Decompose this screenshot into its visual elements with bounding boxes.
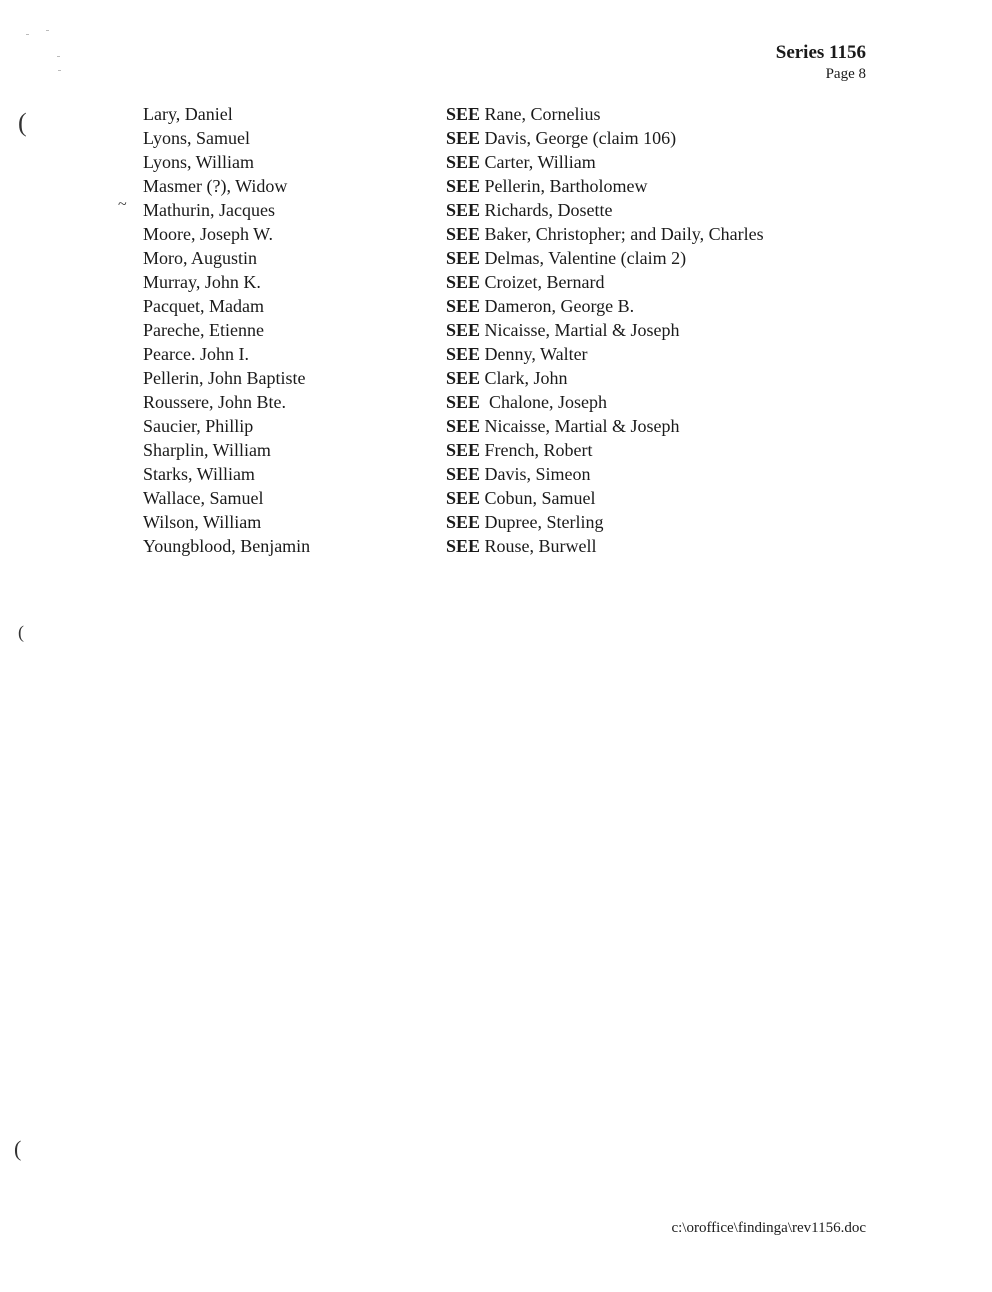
entry-name: Moro, Augustin bbox=[143, 248, 258, 268]
cross-reference-row bbox=[143, 174, 863, 198]
file-path-footer: c:\oroffice\findinga\rev1156.doc bbox=[671, 1220, 866, 1236]
see-reference bbox=[446, 342, 588, 366]
entry-name: Pearce. John I. bbox=[143, 344, 249, 364]
see-keyword: SEE bbox=[446, 368, 481, 388]
reference-target: Denny, Walter bbox=[484, 344, 588, 364]
cross-reference-row bbox=[143, 438, 863, 462]
entry-name: Lyons, Samuel bbox=[143, 128, 250, 148]
reference-target: Nicaisse, Martial & Joseph bbox=[484, 320, 680, 340]
see-reference bbox=[446, 126, 676, 150]
see-reference bbox=[446, 294, 634, 318]
margin-paren-mark: ( bbox=[18, 622, 24, 642]
cross-reference-row bbox=[143, 462, 863, 486]
entry-name: Youngblood, Benjamin bbox=[143, 536, 311, 556]
see-keyword: SEE bbox=[446, 512, 481, 532]
cross-reference-row bbox=[143, 246, 863, 270]
entry-name: Roussere, John Bte. bbox=[143, 392, 286, 412]
entry-name: Starks, William bbox=[143, 464, 255, 484]
cross-reference-row bbox=[143, 486, 863, 510]
entry-name: Pellerin, John Baptiste bbox=[143, 368, 306, 388]
see-keyword: SEE bbox=[446, 152, 481, 172]
cross-reference-row bbox=[143, 414, 863, 438]
page-header bbox=[776, 42, 866, 83]
cross-reference-row bbox=[143, 102, 863, 126]
cross-reference-row bbox=[143, 342, 863, 366]
reference-target: Dupree, Sterling bbox=[484, 512, 604, 532]
reference-target: Pellerin, Bartholomew bbox=[484, 176, 648, 196]
entry-name: Masmer (?), Widow bbox=[143, 176, 288, 196]
margin-paren-mark: ( bbox=[14, 1136, 22, 1161]
see-keyword: SEE bbox=[446, 416, 481, 436]
reference-target: Clark, John bbox=[484, 368, 568, 388]
see-keyword: SEE bbox=[446, 440, 481, 460]
see-keyword: SEE bbox=[446, 104, 481, 124]
see-reference bbox=[446, 366, 568, 390]
see-reference bbox=[446, 438, 593, 462]
cross-reference-row bbox=[143, 222, 863, 246]
see-keyword: SEE bbox=[446, 248, 481, 268]
see-reference bbox=[446, 462, 591, 486]
see-keyword: SEE bbox=[446, 272, 481, 292]
reference-target: Davis, George (claim 106) bbox=[484, 128, 677, 148]
see-keyword: SEE bbox=[446, 296, 481, 316]
entry-name: Lyons, William bbox=[143, 152, 254, 172]
cross-reference-row bbox=[143, 270, 863, 294]
reference-target: Baker, Christopher; and Daily, Charles bbox=[484, 224, 764, 244]
see-reference bbox=[446, 318, 680, 342]
cross-reference-row bbox=[143, 150, 863, 174]
cross-reference-row bbox=[143, 318, 863, 342]
see-keyword: SEE bbox=[446, 320, 481, 340]
see-keyword: SEE bbox=[446, 176, 481, 196]
cross-reference-row bbox=[143, 126, 863, 150]
see-reference bbox=[446, 198, 613, 222]
entry-name: Mathurin, Jacques bbox=[143, 200, 275, 220]
entry-name: Wallace, Samuel bbox=[143, 488, 264, 508]
entry-name: Murray, John K. bbox=[143, 272, 261, 292]
see-reference bbox=[446, 510, 604, 534]
reference-target: Nicaisse, Martial & Joseph bbox=[484, 416, 680, 436]
see-reference bbox=[446, 222, 764, 246]
entry-name: Saucier, Phillip bbox=[143, 416, 254, 436]
reference-target: Rouse, Burwell bbox=[484, 536, 597, 556]
cross-reference-row bbox=[143, 534, 863, 558]
margin-dash-mark: ~ bbox=[118, 196, 127, 213]
see-reference bbox=[446, 414, 680, 438]
entry-name: Lary, Daniel bbox=[143, 104, 233, 124]
series-title: Series 1156 bbox=[775, 42, 866, 63]
cross-reference-row bbox=[143, 510, 863, 534]
margin-paren-mark: ( bbox=[18, 108, 27, 137]
reference-target: Chalone, Joseph bbox=[484, 392, 608, 412]
entry-name: Sharplin, William bbox=[143, 440, 271, 460]
see-reference bbox=[446, 486, 596, 510]
reference-target: Davis, Simeon bbox=[484, 464, 591, 484]
see-reference bbox=[446, 150, 596, 174]
see-keyword: SEE bbox=[446, 392, 481, 412]
cross-reference-row bbox=[143, 366, 863, 390]
see-reference bbox=[446, 174, 648, 198]
see-reference bbox=[446, 246, 686, 270]
see-keyword: SEE bbox=[446, 536, 481, 556]
reference-target: Richards, Dosette bbox=[484, 200, 613, 220]
entry-name: Pareche, Etienne bbox=[143, 320, 264, 340]
see-keyword: SEE bbox=[446, 200, 481, 220]
reference-target: Delmas, Valentine (claim 2) bbox=[484, 248, 687, 268]
see-keyword: SEE bbox=[446, 344, 481, 364]
reference-target: Rane, Cornelius bbox=[484, 104, 601, 124]
see-reference bbox=[446, 270, 604, 294]
see-reference bbox=[446, 390, 607, 414]
cross-reference-row bbox=[143, 198, 863, 222]
page-number: Page 8 bbox=[825, 66, 866, 82]
scan-speck bbox=[26, 34, 29, 35]
see-keyword: SEE bbox=[446, 464, 481, 484]
cross-reference-row bbox=[143, 294, 863, 318]
reference-target: Dameron, George B. bbox=[484, 296, 635, 316]
see-reference bbox=[446, 102, 601, 126]
reference-target: Croizet, Bernard bbox=[484, 272, 605, 292]
see-keyword: SEE bbox=[446, 488, 481, 508]
reference-target: French, Robert bbox=[484, 440, 593, 460]
scan-speck bbox=[58, 70, 61, 71]
see-keyword: SEE bbox=[446, 128, 481, 148]
entry-name: Moore, Joseph W. bbox=[143, 224, 273, 244]
reference-target: Cobun, Samuel bbox=[484, 488, 596, 508]
scan-speck bbox=[46, 30, 49, 31]
reference-target: Carter, William bbox=[484, 152, 596, 172]
see-reference bbox=[446, 534, 597, 558]
see-keyword: SEE bbox=[446, 224, 481, 244]
scan-speck bbox=[57, 56, 60, 57]
cross-reference-list bbox=[143, 102, 863, 558]
entry-name: Wilson, William bbox=[143, 512, 262, 532]
cross-reference-row bbox=[143, 390, 863, 414]
entry-name: Pacquet, Madam bbox=[143, 296, 264, 316]
